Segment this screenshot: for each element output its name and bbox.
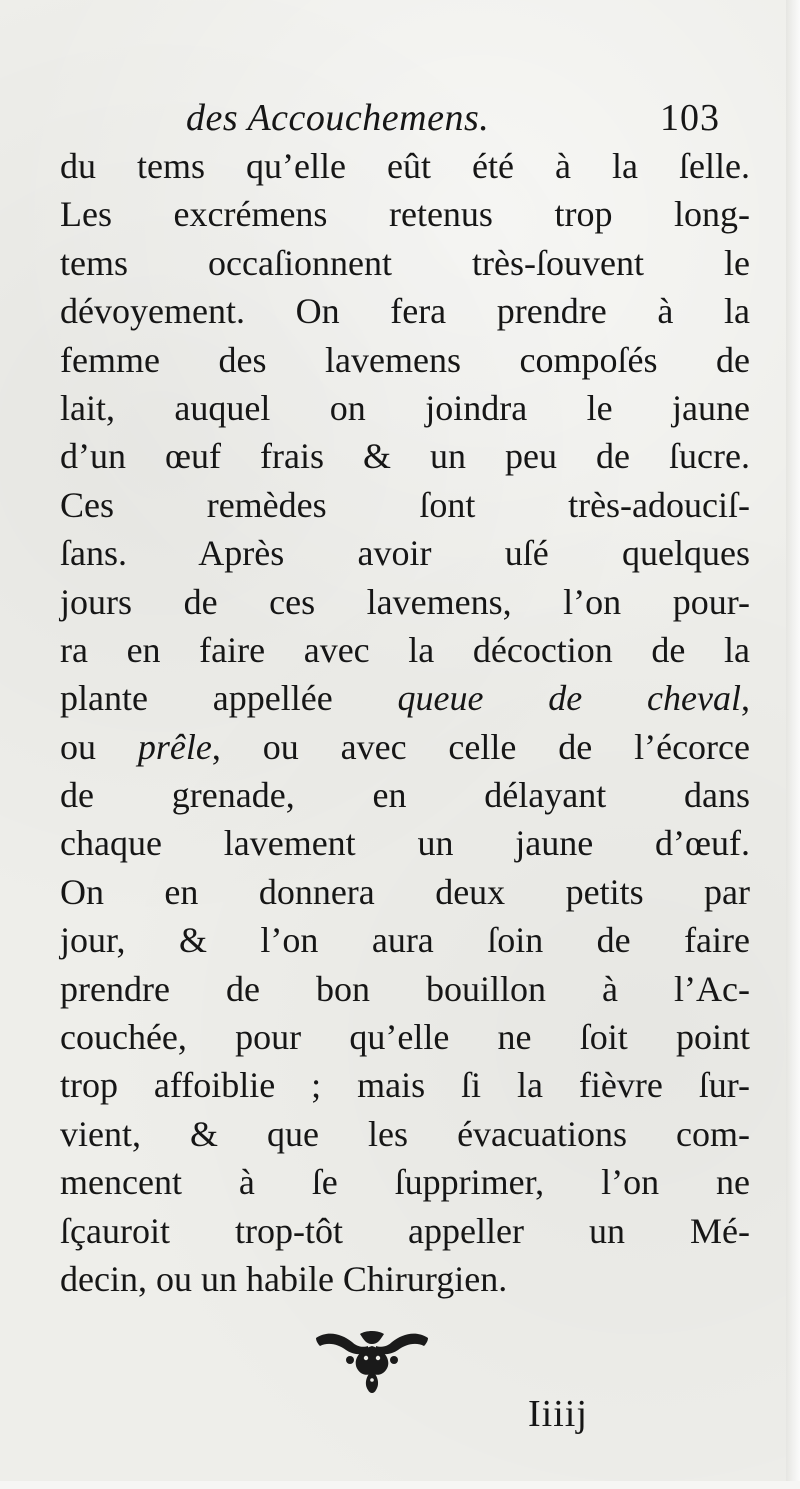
text-segment: ra en faire avec la décoction de la <box>60 629 750 670</box>
page-number: 103 <box>660 97 720 139</box>
text-segment: ou <box>60 726 138 767</box>
text-line <box>60 819 750 867</box>
text-line <box>60 1207 750 1255</box>
text-segment: mencent à ſe ſupprimer, l’on ne <box>60 1162 750 1203</box>
text-line <box>60 578 750 626</box>
text-line <box>60 771 750 819</box>
text-segment: dévoyement. On fera prendre à la <box>60 291 750 332</box>
text-line <box>60 1158 750 1206</box>
text-segment: du tems qu’elle eût été à la ſelle. <box>60 146 750 186</box>
text-line <box>60 529 750 577</box>
text-segment: ſçauroit trop-tôt appeller un Mé- <box>60 1210 750 1251</box>
text-segment: femme des lavemens compoſés de <box>60 339 750 380</box>
text-line <box>60 336 750 384</box>
text-line <box>60 432 750 480</box>
text-segment: plante appellée <box>60 678 398 719</box>
text-segment: vient, & que les évacuations com- <box>60 1113 750 1154</box>
page-edge-bottom <box>0 1481 800 1489</box>
text-segment: lait, auquel on joindra le jaune <box>60 387 750 428</box>
text-line <box>60 1061 750 1109</box>
text-segment: jour, & l’on aura ſoin de faire <box>60 920 750 961</box>
text-line <box>60 674 750 722</box>
text-line <box>60 239 750 287</box>
text-segment: ſans. Après avoir uſé quelques <box>60 533 750 574</box>
italic-term: queue de cheval <box>397 678 741 719</box>
text-segment: , <box>741 678 750 719</box>
text-line <box>60 1255 750 1303</box>
page-edge-right <box>786 0 800 1489</box>
text-line <box>60 142 750 190</box>
text-segment: Les excrémens retenus trop long- <box>60 194 750 235</box>
text-line <box>60 965 750 1013</box>
text-line <box>60 916 750 964</box>
italic-term: prêle <box>137 726 212 767</box>
text-segment: tems occaſionnent très-ſouvent le <box>60 242 750 283</box>
text-segment: d’un œuf frais & un peu de ſucre. <box>60 436 750 477</box>
text-line <box>60 384 750 432</box>
running-head: des Accouchemens. <box>186 97 490 139</box>
text-line <box>60 723 750 771</box>
text-segment: chaque lavement un jaune d’œuf. <box>60 823 750 864</box>
text-line <box>60 287 750 335</box>
text-line <box>60 190 750 238</box>
text-segment: On en donnera deux petits par <box>60 871 750 912</box>
text-line <box>60 481 750 529</box>
text-segment: , ou avec celle de l’écorce <box>211 726 751 767</box>
text-segment: decin, ou un habile Chirurgien. <box>60 1258 508 1299</box>
text-segment: jours de ces lavemens, l’on pour- <box>60 581 750 622</box>
text-segment: couchée, pour qu’elle ne ſoit point <box>60 1017 750 1058</box>
text-line <box>60 868 750 916</box>
text-segment: trop affoiblie ; mais ſi la fièvre ſur- <box>60 1065 750 1106</box>
floral-tailpiece-icon <box>312 1328 432 1398</box>
text-segment: Ces remèdes ſont très-adouciſ- <box>60 484 750 525</box>
text-segment: prendre de bon bouillon à l’Ac- <box>60 968 750 1009</box>
text-line <box>60 1013 750 1061</box>
signature-mark: Iiiij <box>528 1393 588 1435</box>
body-text <box>60 142 750 1303</box>
text-line <box>60 626 750 674</box>
text-line <box>60 1110 750 1158</box>
text-segment: de grenade, en délayant dans <box>60 775 750 816</box>
